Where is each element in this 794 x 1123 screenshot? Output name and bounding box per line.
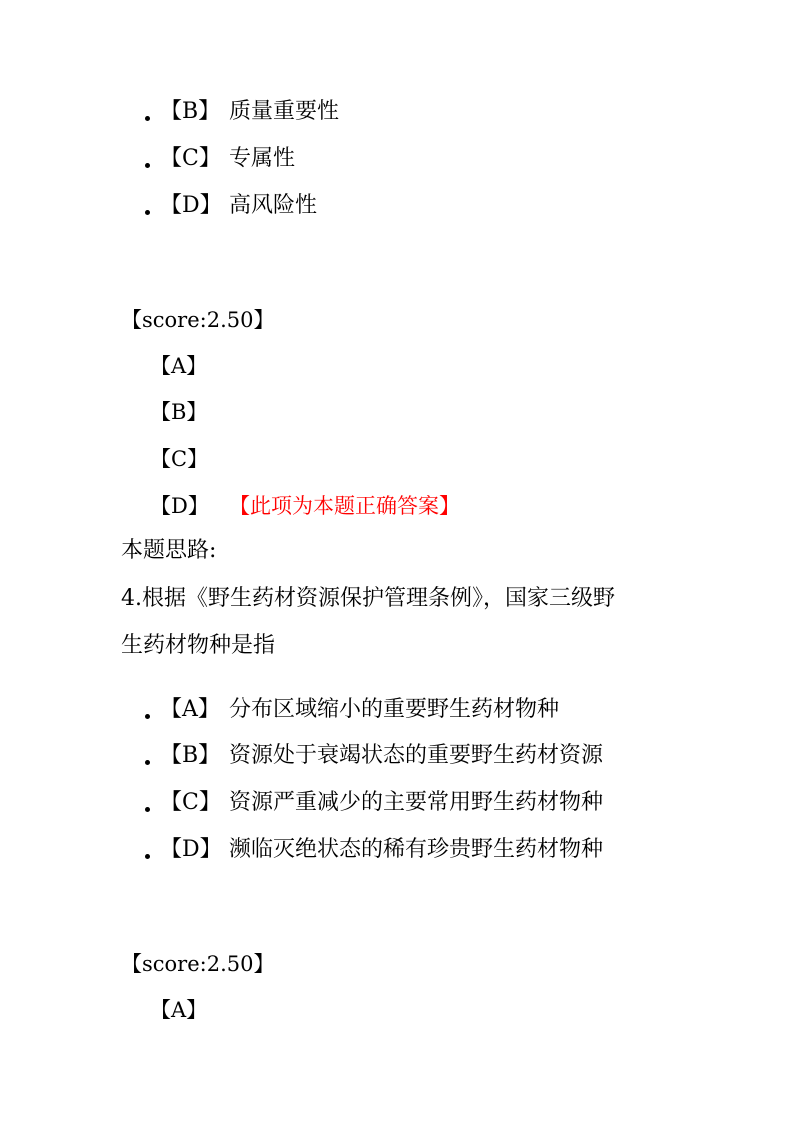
option-letter: 【C】 (160, 146, 221, 171)
correct-answer-note: 【此项为本题正确答案】 (229, 494, 460, 518)
answer-option: 【A】 (150, 998, 208, 1022)
option-text: 濒临灭绝状态的稀有珍贵野生药材物种 (229, 837, 604, 862)
score-label: 【score:2.50】 (121, 308, 275, 332)
bullet-icon (145, 807, 150, 812)
option-text: 质量重要性 (229, 99, 340, 124)
thinking-label: 本题思路: (121, 538, 217, 563)
bullet-icon (145, 854, 150, 859)
question-text: 4.根据《野生药材资源保护管理条例》，国家三级野 (121, 586, 615, 611)
bullet-icon (145, 760, 150, 765)
option-text: 资源严重减少的主要常用野生药材物种 (229, 790, 604, 815)
bullet-icon (145, 714, 150, 719)
score-label: 【score:2.50】 (121, 952, 275, 976)
bullet-icon (145, 210, 150, 215)
option-letter: 【B】 (160, 743, 221, 768)
option-letter: 【C】 (160, 790, 221, 815)
option-text: 分布区域缩小的重要野生药材物种 (229, 697, 560, 722)
bullet-icon (145, 163, 150, 168)
option-letter: 【A】 (160, 697, 220, 722)
option-letter: 【B】 (160, 99, 221, 124)
answer-option: 【C】 (150, 447, 209, 471)
option-text: 资源处于衰竭状态的重要野生药材资源 (229, 743, 604, 768)
option-text: 高风险性 (229, 193, 318, 218)
answer-option: 【D】 (150, 494, 209, 518)
option-letter: 【D】 (160, 837, 222, 862)
option-letter: 【D】 (160, 193, 222, 218)
answer-option: 【A】 (150, 354, 208, 378)
answer-option: 【B】 (150, 400, 208, 424)
bullet-icon (145, 116, 150, 121)
option-text: 专属性 (229, 146, 296, 171)
question-text-cont: 生药材物种是指 (121, 633, 276, 658)
